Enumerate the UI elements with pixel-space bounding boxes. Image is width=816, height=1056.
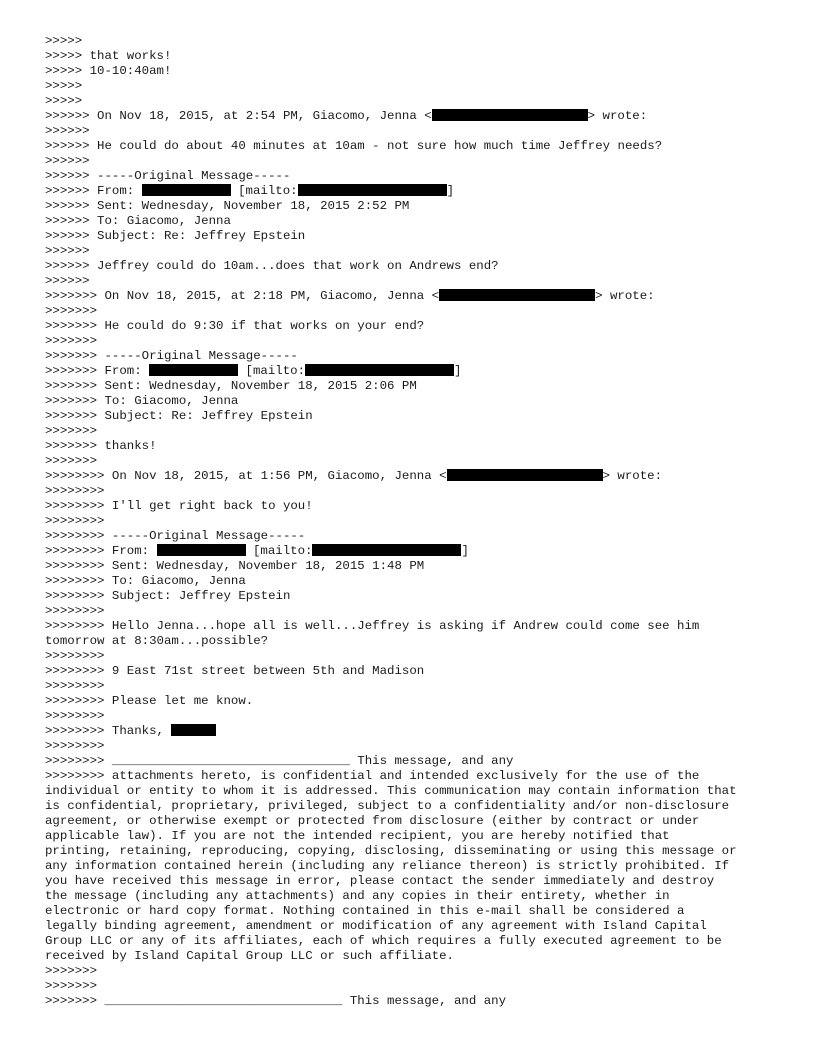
- email-line: [45, 64, 785, 79]
- email-line-text: >>>>>>>> I'll get right back to you!: [45, 499, 313, 513]
- email-line: [45, 619, 785, 634]
- email-line-text: [mailto:: [245, 544, 313, 558]
- email-line: [45, 184, 785, 199]
- email-line: [45, 124, 785, 139]
- email-line-text: >>>>>>>>: [45, 679, 105, 693]
- email-line-text: >>>>>>>> Subject: Jeffrey Epstein: [45, 589, 291, 603]
- email-line-text: >>>>>>>> Please let me know.: [45, 694, 254, 708]
- email-line-text: >>>>>: [45, 94, 83, 108]
- email-line: [45, 79, 785, 94]
- email-line: [45, 814, 785, 829]
- email-line-text: >>>>>> Sent: Wednesday, November 18, 2015 2:52 PM: [45, 199, 410, 213]
- email-line: [45, 484, 785, 499]
- email-line: [45, 34, 785, 49]
- email-line: [45, 874, 785, 889]
- email-line: [45, 109, 785, 124]
- email-line: [45, 364, 785, 379]
- email-line-text: >>>>>>> To: Giacomo, Jenna: [45, 394, 239, 408]
- email-line: [45, 844, 785, 859]
- email-line: [45, 679, 785, 694]
- email-line-text: >>>>>>>> On Nov 18, 2015, at 1:56 PM, Giacomo, Jenna <: [45, 469, 447, 483]
- email-line: [45, 904, 785, 919]
- email-line-text: applicable law). If you are not the intended recipient, you are hereby notified that: [45, 829, 670, 843]
- email-line: [45, 574, 785, 589]
- email-line-text: >>>>>>>> To: Giacomo, Jenna: [45, 574, 246, 588]
- email-line-text: > wrote:: [595, 289, 655, 303]
- email-line: [45, 289, 785, 304]
- email-line: [45, 949, 785, 964]
- email-line: [45, 424, 785, 439]
- email-line: [45, 694, 785, 709]
- email-line-text: >>>>>> Jeffrey could do 10am...does that work on Andrews end?: [45, 259, 499, 273]
- email-line-text: >>>>>>: [45, 154, 90, 168]
- email-line-text: >>>>>>>> -----Original Message-----: [45, 529, 306, 543]
- redaction-block: [432, 109, 588, 121]
- email-line-text: > wrote:: [602, 469, 663, 483]
- email-line-text: electronic or hard copy format. Nothing contained in this e-mail shall be considered a: [45, 904, 685, 918]
- redaction-block: [298, 184, 447, 196]
- email-line: [45, 49, 785, 64]
- email-line: [45, 199, 785, 214]
- email-line-text: any information contained herein (including any reliance thereon) is strictly prohibited. If: [45, 859, 730, 873]
- email-line-text: printing, retaining, reproducing, copying, disclosing, disseminating or using this message or: [45, 844, 737, 858]
- email-line-text: >>>>>> He could do about 40 minutes at 10am - not sure how much time Jeffrey needs?: [45, 139, 663, 153]
- email-line-text: >>>>>>: [45, 244, 90, 258]
- email-line: [45, 829, 785, 844]
- email-line-text: > wrote:: [587, 109, 648, 123]
- email-line-text: individual or entity to whom it is addressed. This communication may contain information that: [45, 784, 737, 798]
- email-line-text: >>>>>>: [45, 274, 90, 288]
- email-line-text: >>>>>>>: [45, 454, 98, 468]
- email-line-text: >>>>>>>>: [45, 604, 105, 618]
- email-line-text: [mailto:: [230, 184, 298, 198]
- email-line-text: Group LLC or any of its affiliates, each of which requires a fully executed agreement to be: [45, 934, 722, 948]
- email-line: [45, 334, 785, 349]
- email-document: [45, 34, 785, 1009]
- email-line: [45, 529, 785, 544]
- email-line-text: >>>>>>>: [45, 304, 98, 318]
- email-line-text: >>>>>: [45, 79, 83, 93]
- email-line-text: >>>>>>>: [45, 424, 98, 438]
- email-line-text: >>>>>>>> Thanks,: [45, 724, 172, 738]
- email-line-text: >>>>>>>: [45, 979, 98, 993]
- email-line: [45, 934, 785, 949]
- email-line: [45, 274, 785, 289]
- email-line-text: >>>>>>> Sent: Wednesday, November 18, 2015 2:06 PM: [45, 379, 417, 393]
- email-line-text: >>>>>>>> Sent: Wednesday, November 18, 2015 1:48 PM: [45, 559, 425, 573]
- redaction-block: [171, 724, 216, 736]
- email-line-text: is confidential, proprietary, privileged, subject to a confidentiality and/or non-disclosure: [45, 799, 730, 813]
- email-line-text: >>>>> that works!: [45, 49, 172, 63]
- email-line: [45, 499, 785, 514]
- email-line: [45, 709, 785, 724]
- email-line: [45, 469, 785, 484]
- email-line: [45, 994, 785, 1009]
- email-line: [45, 859, 785, 874]
- email-line: [45, 304, 785, 319]
- email-line-text: >>>>> 10-10:40am!: [45, 64, 172, 78]
- email-line-text: >>>>>>: [45, 124, 90, 138]
- email-line-text: received by Island Capital Group LLC or such affiliate.: [45, 949, 454, 963]
- redaction-block: [149, 364, 238, 376]
- redaction-block: [305, 364, 454, 376]
- email-line-text: >>>>>>>>: [45, 739, 105, 753]
- email-line-text: >>>>>>>> 9 East 71st street between 5th and Madison: [45, 664, 425, 678]
- email-line-text: agreement, or otherwise exempt or protected from disclosure (either by contract or under: [45, 814, 700, 828]
- email-line-text: >>>>>> On Nov 18, 2015, at 2:54 PM, Giacomo, Jenna <: [45, 109, 432, 123]
- email-line: [45, 169, 785, 184]
- email-line-text: >>>>>>> On Nov 18, 2015, at 2:18 PM, Giacomo, Jenna <: [45, 289, 440, 303]
- email-line-text: [mailto:: [238, 364, 306, 378]
- email-line-text: >>>>>> To: Giacomo, Jenna: [45, 214, 231, 228]
- email-line: [45, 244, 785, 259]
- email-line: [45, 544, 785, 559]
- email-line: [45, 784, 785, 799]
- email-line-text: >>>>>>>>: [45, 514, 105, 528]
- email-line: [45, 94, 785, 109]
- email-line: [45, 964, 785, 979]
- email-line: [45, 409, 785, 424]
- redaction-block: [157, 544, 246, 556]
- email-line-text: >>>>>>>> From:: [45, 544, 157, 558]
- email-line: [45, 739, 785, 754]
- redaction-block: [439, 289, 595, 301]
- email-line: [45, 214, 785, 229]
- email-line-text: >>>>>>> thanks!: [45, 439, 157, 453]
- email-line: [45, 649, 785, 664]
- email-line: [45, 799, 785, 814]
- email-line-text: ]: [454, 364, 462, 378]
- email-line-text: >>>>>>>> ________________________________ This message, and any: [45, 754, 514, 768]
- email-line-text: >>>>>>>: [45, 964, 98, 978]
- email-line-text: >>>>>>>> Hello Jenna...hope all is well...Jeffrey is asking if Andrew could come see him: [45, 619, 700, 633]
- email-line: [45, 604, 785, 619]
- email-line-text: >>>>>>>>: [45, 709, 105, 723]
- email-line: [45, 634, 785, 649]
- email-line: [45, 919, 785, 934]
- email-line-text: >>>>>>> From:: [45, 364, 150, 378]
- email-line: [45, 379, 785, 394]
- redaction-block: [312, 544, 461, 556]
- email-line: [45, 229, 785, 244]
- email-line-text: legally binding agreement, amendment or modification of any agreement with Island Capital: [45, 919, 707, 933]
- email-line: [45, 724, 785, 739]
- email-line: [45, 439, 785, 454]
- email-line-text: >>>>>>>: [45, 334, 98, 348]
- email-line-text: >>>>>>> He could do 9:30 if that works on your end?: [45, 319, 425, 333]
- email-line: [45, 259, 785, 274]
- email-line: [45, 754, 785, 769]
- email-line-text: ]: [461, 544, 469, 558]
- email-line-text: you have received this message in error, please contact the sender immediately and destroy: [45, 874, 715, 888]
- email-line: [45, 454, 785, 469]
- email-line: [45, 349, 785, 364]
- redaction-block: [142, 184, 231, 196]
- email-line-text: the message (including any attachments) and any copies in their entirety, whether in: [45, 889, 670, 903]
- email-line: [45, 559, 785, 574]
- email-line: [45, 139, 785, 154]
- email-line: [45, 514, 785, 529]
- email-line-text: >>>>>: [45, 34, 83, 48]
- email-line-text: >>>>>>> Subject: Re: Jeffrey Epstein: [45, 409, 313, 423]
- email-line-text: >>>>>> -----Original Message-----: [45, 169, 291, 183]
- email-line: [45, 889, 785, 904]
- email-line-text: >>>>>>> -----Original Message-----: [45, 349, 298, 363]
- email-line: [45, 979, 785, 994]
- email-line-text: >>>>>>>>: [45, 649, 105, 663]
- email-line-text: >>>>>>> ________________________________ This message, and any: [45, 994, 507, 1008]
- email-line: [45, 154, 785, 169]
- email-line-text: >>>>>> From:: [45, 184, 142, 198]
- email-line: [45, 769, 785, 784]
- email-line-text: >>>>>>>>: [45, 484, 105, 498]
- email-line-text: tomorrow at 8:30am...possible?: [45, 634, 269, 648]
- email-line: [45, 394, 785, 409]
- email-line: [45, 664, 785, 679]
- email-line: [45, 319, 785, 334]
- email-line-text: >>>>>> Subject: Re: Jeffrey Epstein: [45, 229, 306, 243]
- redaction-block: [447, 469, 603, 481]
- email-line: [45, 589, 785, 604]
- email-line-text: >>>>>>>> attachments hereto, is confidential and intended exclusively for the use of the: [45, 769, 700, 783]
- email-line-text: ]: [446, 184, 455, 198]
